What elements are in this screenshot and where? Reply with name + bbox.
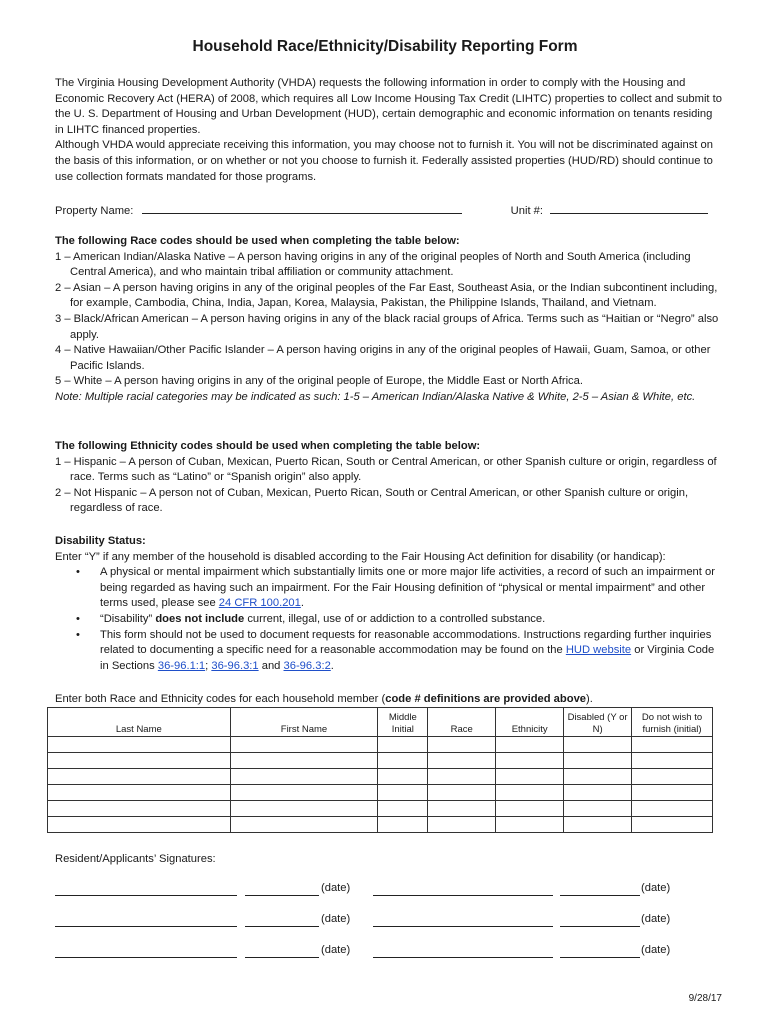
table-cell[interactable]	[632, 737, 713, 753]
col-race: Race	[428, 708, 496, 737]
table-cell[interactable]	[230, 753, 378, 769]
table-cell[interactable]	[230, 785, 378, 801]
disability-bullet-3: • This form should not be used to document requests for reasonable accommodations. Instructions regarding further inquiries related to documenting a specific need for a reasonable accommodation may be found on the HUD website or Virginia Code in Sections 36-96.1:1; 36-96.3:1 and 36-96.3:2.	[76, 628, 715, 672]
ethnicity-code-1: 1 – Hispanic – A person of Cuban, Mexican, Puerto Rican, South or Central American, or other Spanish culture or origin, regardless of race. Terms such as “Latino” or “Spanish origin” also apply.	[55, 455, 717, 484]
col-first-name: First Name	[230, 708, 378, 737]
table-cell[interactable]	[428, 817, 496, 833]
table-row	[48, 769, 713, 785]
va-code-link-2[interactable]: 36-96.3:1	[211, 659, 259, 672]
race-code-2: 2 – Asian – A person having origins in any of the original peoples of the Far East, Southeast Asia, or the Indian subcontinent including, for example, Cambodia, China, India, Japan, Korea, Malaysia, Pakistan, the Philippine Islands, Thailand, and Vietnam.	[55, 281, 718, 310]
table-row	[48, 785, 713, 801]
table-cell[interactable]	[48, 801, 231, 817]
table-cell[interactable]	[496, 817, 564, 833]
table-cell[interactable]	[496, 753, 564, 769]
table-cell[interactable]	[632, 817, 713, 833]
ethnicity-codes-section	[55, 439, 722, 517]
col-middle-initial: Middle Initial	[378, 708, 428, 737]
table-cell[interactable]	[632, 801, 713, 817]
signature-row	[55, 944, 715, 960]
table-cell[interactable]	[632, 769, 713, 785]
table-cell[interactable]	[48, 817, 231, 833]
unit-field[interactable]	[550, 202, 708, 214]
household-table	[47, 707, 713, 833]
table-cell[interactable]	[378, 817, 428, 833]
ethnicity-heading: The following Ethnicity codes should be used when completing the table below:	[55, 440, 481, 452]
date-line[interactable]	[560, 913, 640, 927]
race-codes-section	[55, 234, 722, 406]
race-code-1: 1 – American Indian/Alaska Native – A person having origins in any of the original peoples of North and South America (including Central America), and who maintain tribal affiliation or community attachment.	[55, 250, 691, 279]
date-label: (date)	[641, 913, 671, 925]
bullet-icon: •	[76, 628, 80, 641]
table-cell[interactable]	[632, 753, 713, 769]
table-cell[interactable]	[428, 801, 496, 817]
intro-paragraph-1: The Virginia Housing Development Authority (VHDA) requests the following information in order to comply with the Housing and Economic Recovery Act (HERA) of 2008, which requires all Low Income Housing Tax Credit (LIHTC) properties to collect and submit to the U. S. Department of Housing and Urban Development (HUD), certain demographic and economic information on tenants residing in LIHTC financed properties.	[55, 77, 722, 136]
col-ethnicity: Ethnicity	[496, 708, 564, 737]
table-cell[interactable]	[378, 801, 428, 817]
table-cell[interactable]	[564, 769, 632, 785]
race-code-5: 5 – White – A person having origins in any of the original people of Europe, the Middle East or North Africa.	[55, 375, 583, 388]
date-line[interactable]	[245, 882, 319, 896]
signature-line[interactable]	[55, 882, 237, 896]
table-cell[interactable]	[632, 785, 713, 801]
form-title: Household Race/Ethnicity/Disability Reporting Form	[192, 38, 578, 55]
ethnicity-code-2: 2 – Not Hispanic – A person not of Cuban, Mexican, Puerto Rican, South or Central American, or other Spanish culture or origin, regardless of race.	[55, 486, 689, 515]
signature-line[interactable]	[55, 913, 237, 927]
intro-section	[55, 76, 722, 185]
cfr-link[interactable]: 24 CFR 100.201	[218, 597, 301, 610]
table-cell[interactable]	[378, 753, 428, 769]
table-cell[interactable]	[48, 753, 231, 769]
table-cell[interactable]	[496, 785, 564, 801]
table-cell[interactable]	[428, 737, 496, 753]
date-line[interactable]	[245, 944, 319, 958]
bullet-icon: •	[76, 612, 80, 625]
table-header-row	[48, 708, 713, 737]
table-cell[interactable]	[496, 737, 564, 753]
table-cell[interactable]	[564, 785, 632, 801]
date-label: (date)	[641, 882, 671, 894]
date-line[interactable]	[560, 944, 640, 958]
table-instructions: Enter both Race and Ethnicity codes for each household member (code # definitions are provided above).	[55, 693, 593, 705]
disability-list	[55, 565, 722, 674]
unit-label: Unit #:	[510, 205, 544, 217]
disability-bullet-2: • “Disability” does not include current, illegal, use of or addiction to a controlled substance.	[55, 612, 722, 628]
table-row	[48, 753, 713, 769]
table-cell[interactable]	[564, 753, 632, 769]
table-row	[48, 801, 713, 817]
table-cell[interactable]	[230, 801, 378, 817]
date-label: (date)	[321, 913, 351, 925]
table-cell[interactable]	[230, 817, 378, 833]
table-cell[interactable]	[378, 737, 428, 753]
table-cell[interactable]	[230, 737, 378, 753]
race-heading: The following Race codes should be used when completing the table below:	[55, 235, 460, 247]
table-row	[48, 817, 713, 833]
race-code-3: 3 – Black/African American – A person having origins in any of the black racial groups of Africa. Terms such as “Haitian or “Negro” also apply.	[55, 312, 719, 341]
table-cell[interactable]	[48, 737, 231, 753]
property-row	[55, 202, 722, 220]
signature-row	[55, 913, 715, 929]
property-name-field[interactable]	[142, 202, 462, 214]
intro-paragraph-2: Although VHDA would appreciate receiving this information, you may choose not to furnish it. You will not be discriminated against on the basis of this information, or on whether or not you choose to furnish it. Federally assisted properties (HUD/RD) should continue to use collection formats mandated for those programs.	[55, 139, 713, 183]
signature-row	[55, 882, 715, 898]
table-cell[interactable]	[428, 769, 496, 785]
date-label: (date)	[321, 882, 351, 894]
disability-intro: Enter “Y” if any member of the household is disabled according to the Fair Housing Act definition for disability (or handicap):	[55, 550, 666, 563]
date-label: (date)	[321, 944, 351, 956]
property-name-label: Property Name:	[55, 205, 134, 217]
hud-website-link[interactable]: HUD website	[565, 644, 632, 657]
table-cell[interactable]	[564, 737, 632, 753]
col-last-name: Last Name	[48, 708, 231, 737]
table-cell[interactable]	[230, 769, 378, 785]
table-cell[interactable]	[378, 769, 428, 785]
footer-date: 9/28/17	[688, 993, 722, 1004]
date-line[interactable]	[245, 913, 319, 927]
signature-line[interactable]	[55, 944, 237, 958]
table-cell[interactable]	[496, 769, 564, 785]
signatures-label: Resident/Applicants’ Signatures:	[55, 853, 216, 865]
signature-line[interactable]	[373, 913, 553, 927]
table-cell[interactable]	[378, 785, 428, 801]
table-cell[interactable]	[564, 801, 632, 817]
signature-line[interactable]	[373, 882, 553, 896]
table-cell[interactable]	[496, 801, 564, 817]
date-label: (date)	[641, 944, 671, 956]
race-code-4: 4 – Native Hawaiian/Other Pacific Islander – A person having origins in any of the original peoples of Hawaii, Guam, Samoa, or other Pacific Islands.	[55, 344, 711, 372]
disability-bullet-1: • A physical or mental impairment which substantially limits one or more major life activities, a record of such an impairment or being regarded as having such an impairment. For the Fair Housing definition of “physical or mental impairment” and other terms used, please see 24 CFR 100.201.	[76, 566, 715, 610]
table-row	[48, 737, 713, 753]
table-cell[interactable]	[48, 785, 231, 801]
table-cell[interactable]	[428, 785, 496, 801]
bullet-icon: •	[76, 566, 80, 579]
table-cell[interactable]	[564, 817, 632, 833]
col-disabled: Disabled (Y or N)	[564, 708, 632, 737]
date-line[interactable]	[560, 882, 640, 896]
va-code-link-1[interactable]: 36-96.1:1	[157, 659, 206, 672]
table-cell[interactable]	[428, 753, 496, 769]
signature-line[interactable]	[373, 944, 553, 958]
disability-section	[55, 534, 722, 674]
va-code-link-3[interactable]: 36-96.3:2	[283, 659, 331, 672]
disability-heading: Disability Status:	[55, 535, 146, 547]
table-cell[interactable]	[48, 769, 231, 785]
col-do-not-furnish: Do not wish to furnish (initial)	[632, 708, 713, 737]
race-note: Note: Multiple racial categories may be indicated as such: 1-5 – American Indian/Alaska Native & White, 2-5 – Asian & White, etc.	[55, 390, 696, 403]
